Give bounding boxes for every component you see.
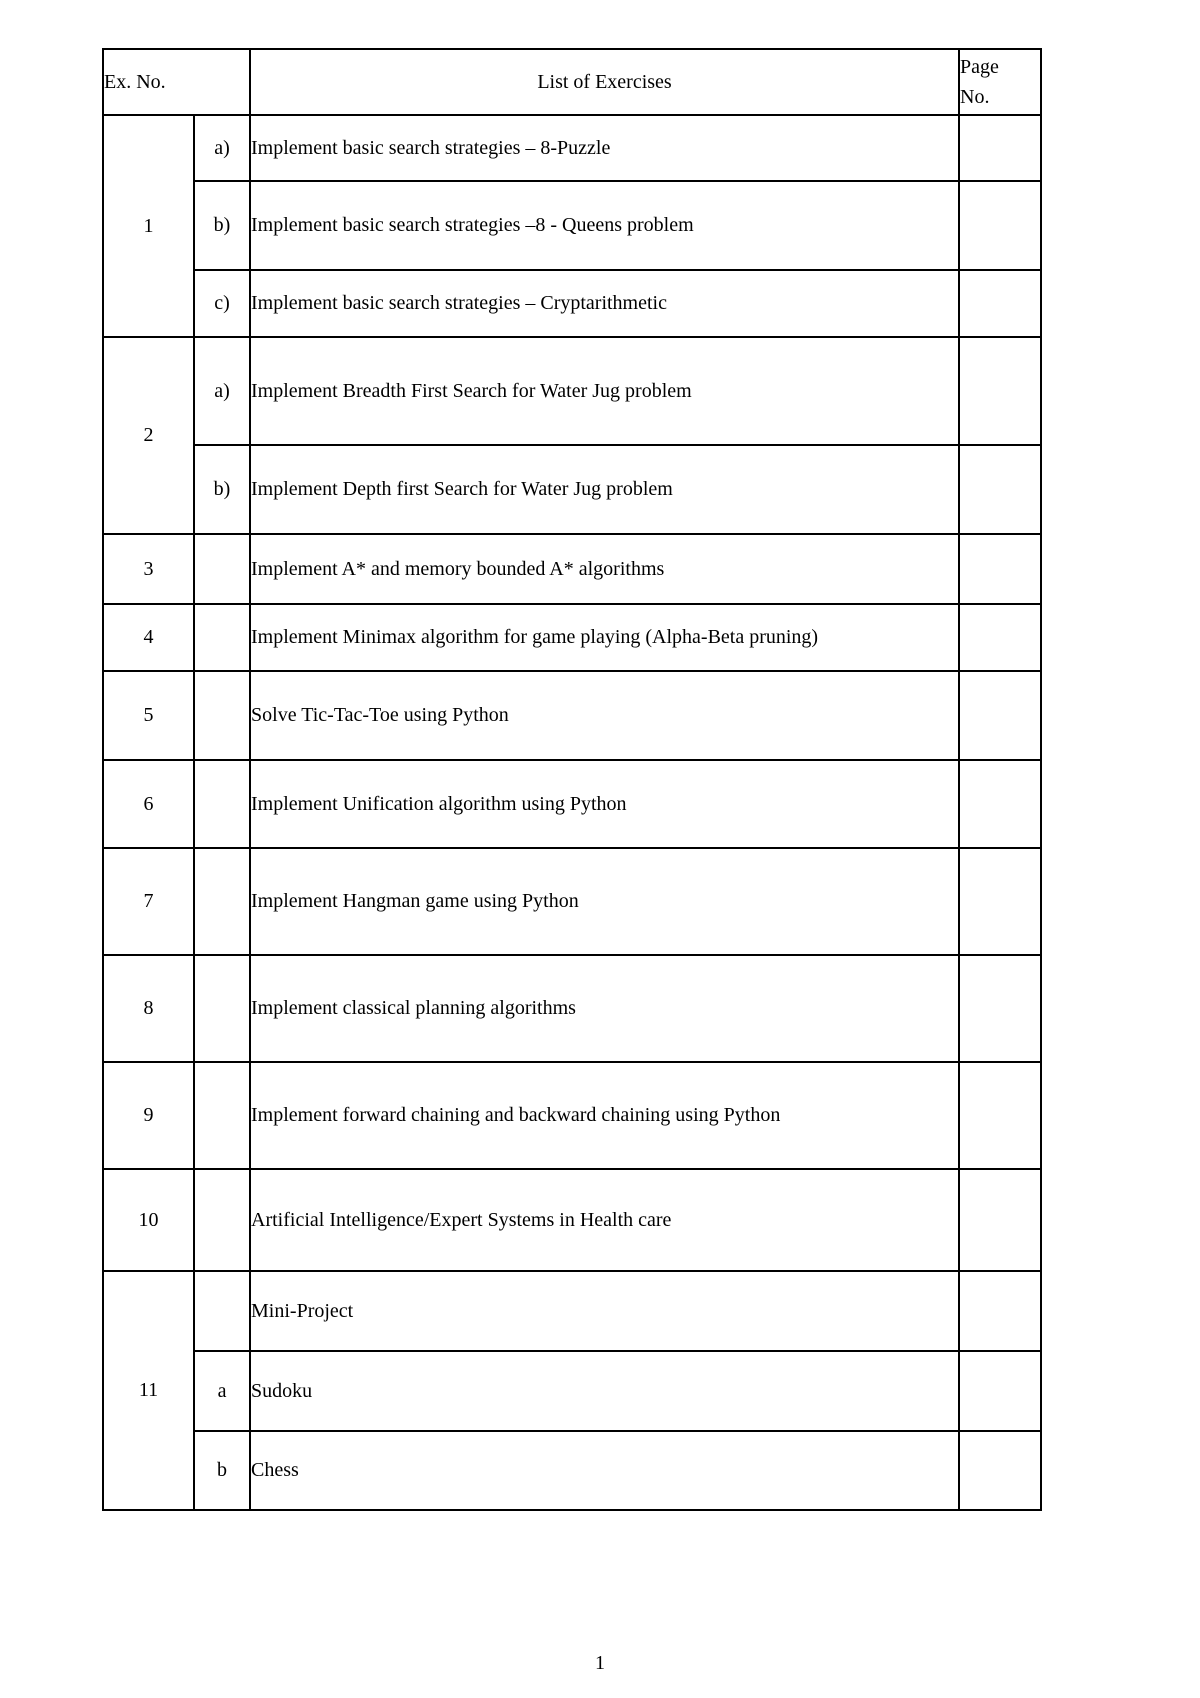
sub-label: b) [194,181,250,270]
sub-label [194,671,250,760]
table-row [103,1169,1041,1271]
exercise-title: Implement basic search strategies – 8-Puzzle [250,115,959,181]
page-cell [959,1062,1041,1169]
ex-number: 4 [103,604,194,671]
ex-number: 2 [103,337,194,534]
sub-label: a) [194,337,250,445]
table-row [103,1431,1041,1510]
exercise-list-table [102,48,1042,1511]
table-row [103,270,1041,337]
ex-number: 10 [103,1169,194,1271]
table-row [103,534,1041,604]
ex-number: 11 [103,1271,194,1510]
sub-label: b) [194,445,250,534]
table-row [103,1062,1041,1169]
table-row [103,181,1041,270]
exercise-title: Mini-Project [250,1271,959,1351]
table-header-row [103,49,1041,115]
exercise-title: Solve Tic-Tac-Toe using Python [250,671,959,760]
ex-number: 6 [103,760,194,848]
exercise-title: Sudoku [250,1351,959,1431]
exercise-title: Implement Unification algorithm using Python [250,760,959,848]
table-row [103,848,1041,955]
page-cell [959,1271,1041,1351]
page-cell [959,1169,1041,1271]
sub-label [194,1271,250,1351]
ex-number: 3 [103,534,194,604]
sub-label: c) [194,270,250,337]
table-row [103,115,1041,181]
exercise-title: Implement Depth first Search for Water Jug problem [250,445,959,534]
sub-label: b [194,1431,250,1510]
page-cell [959,337,1041,445]
exercise-title: Implement Minimax algorithm for game playing (Alpha-Beta pruning) [250,604,959,671]
sub-label: a [194,1351,250,1431]
header-page-no [959,49,1041,115]
table-row [103,337,1041,445]
table-row [103,955,1041,1062]
sub-label [194,1169,250,1271]
page-cell [959,1431,1041,1510]
exercise-title: Chess [250,1431,959,1510]
header-page-line1: Page [960,56,999,78]
exercise-title: Implement forward chaining and backward chaining using Python [250,1062,959,1169]
sub-label [194,604,250,671]
ex-number: 5 [103,671,194,760]
page-cell [959,604,1041,671]
table-row [103,671,1041,760]
exercise-title: Implement A* and memory bounded A* algorithms [250,534,959,604]
ex-number: 7 [103,848,194,955]
page-cell [959,115,1041,181]
header-page-line2: No. [960,86,990,108]
header-list-of-exercises: List of Exercises [250,49,959,115]
exercise-title: Implement basic search strategies – Cryptarithmetic [250,270,959,337]
page-cell [959,671,1041,760]
ex-number: 8 [103,955,194,1062]
page-cell [959,270,1041,337]
table-row [103,445,1041,534]
page-cell [959,760,1041,848]
sub-label [194,1062,250,1169]
sub-label [194,534,250,604]
table-row [103,1271,1041,1351]
page-cell [959,181,1041,270]
table-row [103,1351,1041,1431]
sub-label [194,955,250,1062]
exercise-title: Implement classical planning algorithms [250,955,959,1062]
header-ex-no: Ex. No. [103,49,250,115]
exercise-title: Implement Breadth First Search for Water Jug problem [250,337,959,445]
page-cell [959,848,1041,955]
ex-number: 1 [103,115,194,337]
exercise-title: Implement basic search strategies –8 - Queens problem [250,181,959,270]
exercise-title: Artificial Intelligence/Expert Systems in Health care [250,1169,959,1271]
table-row [103,760,1041,848]
page-cell [959,1351,1041,1431]
page-cell [959,955,1041,1062]
page-cell [959,445,1041,534]
sub-label [194,848,250,955]
sub-label [194,760,250,848]
sub-label: a) [194,115,250,181]
table-row [103,604,1041,671]
ex-number: 9 [103,1062,194,1169]
page-number: 1 [595,1652,605,1674]
page-cell [959,534,1041,604]
exercise-title: Implement Hangman game using Python [250,848,959,955]
